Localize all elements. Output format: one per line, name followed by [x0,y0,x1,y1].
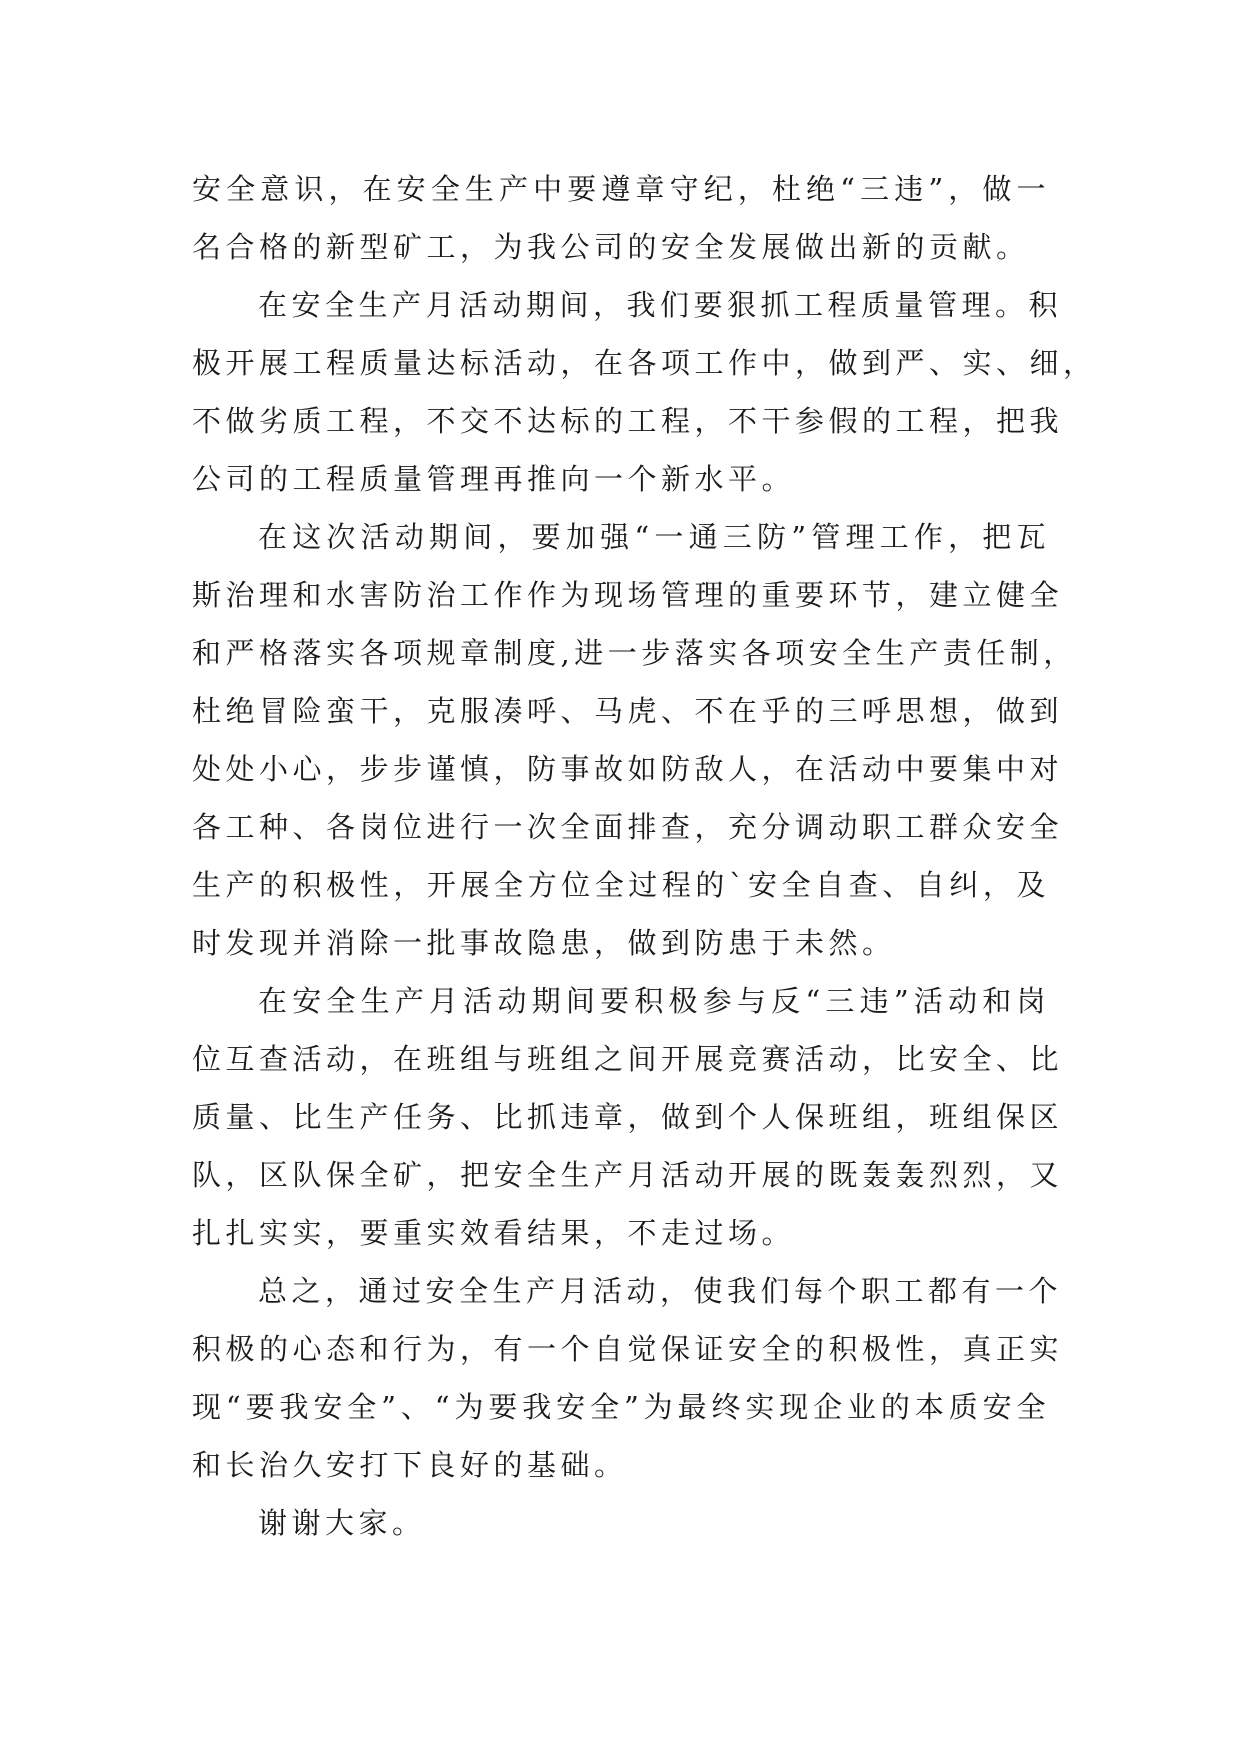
text-line: 质量、比生产任务、比抓违章，做到个人保班组，班组保区 [192,1100,1064,1134]
text-line: 总之，通过安全生产月活动，使我们每个职工都有一个 [258,1274,1063,1308]
text-line: 斯治理和水害防治工作作为现场管理的重要环节，建立健全 [192,578,1064,612]
text-line: 在安全生产月活动期间要积极参与反“三违”活动和岗 [258,984,1050,1018]
text-line: 队，区队保全矿，把安全生产月活动开展的既轰轰烈烈，又 [192,1158,1064,1192]
paragraph-4 [192,972,1064,1262]
text-line: 安全意识，在安全生产中要遵章守纪，杜绝“三违”，做一 [192,172,1050,206]
text-line: 谢谢大家。 [258,1506,426,1540]
text-line: 扎扎实实，要重实效看结果，不走过场。 [192,1216,796,1250]
text-line: 积极的心态和行为，有一个自觉保证安全的积极性，真正实 [192,1332,1064,1366]
closing-paragraph [192,1494,1050,1552]
text-line: 和长治久安打下良好的基础。 [192,1448,628,1482]
text-line: 生产的积极性，开展全方位全过程的`安全自查、自纠，及 [192,868,1050,902]
paragraph-5 [192,1262,1064,1494]
text-line: 极开展工程质量达标活动，在各项工作中，做到严、实、细， [192,346,1097,380]
paragraph-3 [192,508,1077,972]
text-line: 公司的工程质量管理再推向一个新水平。 [192,462,796,496]
text-line: 时发现并消除一批事故隐患，做到防患于未然。 [192,926,896,960]
text-line: 处处小心，步步谨慎，防事故如防敌人，在活动中要集中对 [192,752,1064,786]
paragraph-2 [192,276,1097,508]
text-line: 和严格落实各项规章制度,进一步落实各项安全生产责任制， [192,636,1077,670]
text-line: 位互查活动，在班组与班组之间开展竞赛活动，比安全、比 [192,1042,1064,1076]
document-body [192,160,1097,1552]
text-line: 现“要我安全”、“为要我安全”为最终实现企业的本质安全 [192,1390,1050,1424]
paragraph-1 [192,160,1050,276]
text-line: 不做劣质工程，不交不达标的工程，不干参假的工程，把我 [192,404,1064,438]
text-line: 在安全生产月活动期间，我们要狠抓工程质量管理。积 [258,288,1063,322]
text-line: 各工种、各岗位进行一次全面排查，充分调动职工群众安全 [192,810,1064,844]
text-line: 在这次活动期间，要加强“一通三防”管理工作，把瓦 [258,520,1050,554]
text-line: 名合格的新型矿工，为我公司的安全发展做出新的贡献。 [192,230,1030,264]
text-line: 杜绝冒险蛮干，克服凑呼、马虎、不在乎的三呼思想，做到 [192,694,1064,728]
